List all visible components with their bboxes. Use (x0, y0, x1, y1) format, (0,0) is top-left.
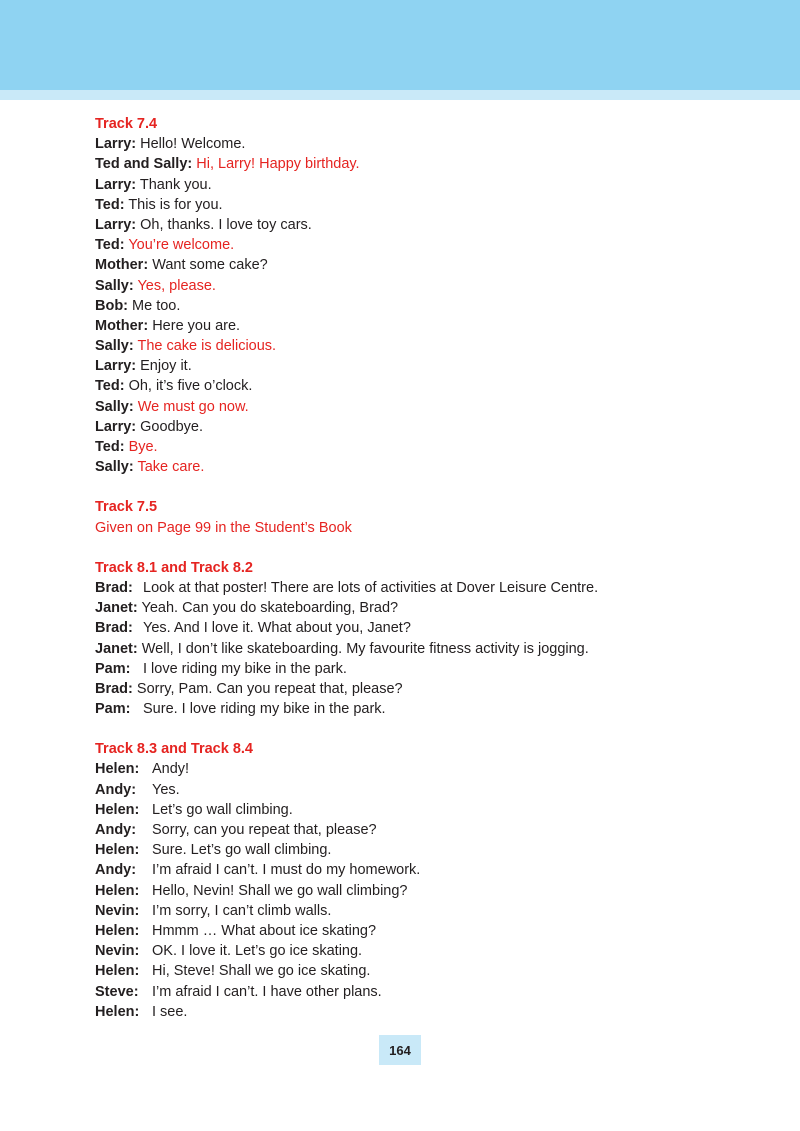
dialogue-line (95, 215, 775, 235)
line-text: Hmmm … What about ice skating? (152, 922, 377, 939)
dialogue-line (95, 356, 775, 376)
line-text: OK. I love it. Let’s go ice skating. (152, 943, 363, 960)
track-8-1-8-2-section (95, 558, 775, 720)
dialogue-line (95, 417, 775, 437)
line-text: Enjoy it. (140, 358, 192, 375)
line-text: Yes. And I love it. What about you, Janet? (143, 620, 411, 637)
speaker-name: Nevin: (95, 943, 140, 960)
line-text: Hello, Nevin! Shall we go wall climbing? (152, 882, 408, 899)
dialogue-line (95, 175, 775, 195)
line-text: Me too. (132, 297, 181, 314)
track-note: Given on Page 99 in the Student’s Book (95, 519, 352, 536)
dialogue-line (95, 961, 775, 981)
dialogue-line (95, 1002, 775, 1022)
dialogue-line (95, 860, 775, 880)
line-text: Hi, Steve! Shall we go ice skating. (152, 963, 371, 980)
speaker-name: Mother: (95, 317, 149, 334)
dialogue-line (95, 376, 775, 396)
dialogue-line (95, 639, 775, 659)
line-text: I’m sorry, I can’t climb walls. (152, 902, 332, 919)
dialogue-line (95, 921, 775, 941)
speaker-name: Larry: (95, 216, 137, 233)
speaker-name: Helen: (95, 1003, 140, 1020)
transcript-content (95, 114, 775, 1042)
line-text: This is for you. (128, 196, 223, 213)
speaker-name: Helen: (95, 801, 140, 818)
speaker-name: Ted: (95, 378, 125, 395)
dialogue-line (95, 759, 775, 779)
speaker-name: Brad: (95, 680, 133, 697)
dialogue-line (95, 699, 775, 719)
speaker-name: Pam: (95, 660, 131, 677)
speaker-name: Ted: (95, 439, 125, 455)
line-text: Yes, please. (137, 277, 216, 294)
dialogue-line (95, 255, 775, 275)
dialogue-line (95, 154, 775, 174)
speaker-name: Andy: (95, 781, 137, 798)
speaker-name: Bob: (95, 297, 129, 314)
speaker-name: Larry: (95, 418, 137, 435)
dialogue-line (95, 336, 775, 356)
line-text: I’m afraid I can’t. I must do my homework. (152, 862, 421, 879)
dialogue-line (95, 457, 775, 477)
speaker-name: Janet: (95, 640, 138, 657)
dialogue-line (95, 134, 775, 154)
speaker-name: Brad: (95, 620, 133, 637)
speaker-name: Sally: (95, 459, 134, 476)
speaker-name: Janet: (95, 600, 138, 617)
track-title: Track 7.5 (95, 499, 158, 516)
line-text: Sorry, can you repeat that, please? (152, 822, 377, 838)
dialogue-line (95, 840, 775, 860)
track-title: Track 8.1 and Track 8.2 (95, 559, 253, 576)
speaker-name: Steve: (95, 983, 139, 1000)
dialogue-line (95, 941, 775, 961)
line-text: Let’s go wall climbing. (152, 801, 293, 818)
dialogue-line (95, 296, 775, 316)
line-text: Andy! (152, 761, 190, 778)
speaker-name: Nevin: (95, 902, 140, 919)
track-7-4-section (95, 114, 775, 477)
dialogue-line (95, 316, 775, 336)
speaker-name: Larry: (95, 176, 137, 193)
line-text: Sorry, Pam. Can you repeat that, please? (136, 680, 403, 697)
speaker-name: Ted: (95, 196, 125, 213)
header-strip (0, 90, 800, 100)
speaker-name: Sally: (95, 338, 134, 355)
line-text: Sure. Let’s go wall climbing. (152, 842, 332, 859)
speaker-name: Ted: (95, 237, 125, 254)
speaker-name: Ted and Sally: (95, 156, 193, 173)
dialogue-line (95, 578, 775, 598)
line-text: Yeah. Can you do skateboarding, Brad? (141, 600, 399, 617)
line-text: Oh, thanks. I love toy cars. (140, 216, 312, 233)
line-text: Bye. (128, 439, 158, 455)
line-text: Goodbye. (140, 418, 204, 435)
line-text: Look at that poster! There are lots of activities at Dover Leisure Centre. (143, 579, 599, 596)
speaker-name: Helen: (95, 963, 140, 980)
speaker-name: Helen: (95, 922, 140, 939)
speaker-name: Helen: (95, 761, 140, 778)
line-text: Take care. (137, 459, 205, 476)
line-text: Hi, Larry! Happy birthday. (196, 156, 360, 173)
speaker-name: Andy: (95, 822, 137, 838)
dialogue-line (95, 659, 775, 679)
dialogue-line (95, 982, 775, 1002)
speaker-name: Helen: (95, 882, 140, 899)
dialogue-line (95, 901, 775, 921)
dialogue-line (95, 780, 775, 800)
dialogue-line (95, 397, 775, 417)
speaker-name: Mother: (95, 257, 149, 274)
line-text: Hello! Welcome. (140, 136, 246, 153)
dialogue-line (95, 598, 775, 618)
line-text: Yes. (152, 781, 180, 798)
dialogue-line (95, 618, 775, 638)
speaker-name: Pam: (95, 701, 131, 718)
line-text: I’m afraid I can’t. I have other plans. (152, 983, 382, 1000)
line-text: Here you are. (152, 317, 241, 334)
line-text: Want some cake? (152, 257, 268, 274)
dialogue-line (95, 195, 775, 215)
dialogue-line (95, 235, 775, 255)
line-text: Sure. I love riding my bike in the park. (143, 701, 386, 718)
header-band (0, 0, 800, 90)
speaker-name: Sally: (95, 398, 134, 415)
dialogue-line (95, 437, 775, 457)
line-text: Oh, it’s five o’clock. (128, 378, 253, 395)
dialogue-line (95, 800, 775, 820)
speaker-name: Larry: (95, 136, 137, 153)
page-number: 164 (379, 1035, 421, 1065)
dialogue-line (95, 276, 775, 296)
line-text: We must go now. (137, 398, 249, 415)
dialogue-line (95, 679, 775, 699)
track-8-3-8-4-section (95, 739, 775, 1022)
speaker-name: Brad: (95, 579, 133, 596)
track-title: Track 8.3 and Track 8.4 (95, 741, 253, 758)
line-text: The cake is delicious. (137, 338, 277, 355)
speaker-name: Andy: (95, 862, 137, 879)
speaker-name: Sally: (95, 277, 134, 294)
track-7-5-section (95, 497, 775, 537)
line-text: Thank you. (139, 176, 212, 193)
dialogue-line (95, 820, 775, 840)
line-text: I see. (152, 1003, 188, 1020)
speaker-name: Larry: (95, 358, 137, 375)
line-text: Well, I don’t like skateboarding. My favourite fitness activity is jogging. (141, 640, 589, 657)
dialogue-line (95, 881, 775, 901)
line-text: You’re welcome. (128, 237, 235, 254)
line-text: I love riding my bike in the park. (143, 660, 347, 677)
speaker-name: Helen: (95, 842, 140, 859)
track-title: Track 7.4 (95, 116, 158, 132)
